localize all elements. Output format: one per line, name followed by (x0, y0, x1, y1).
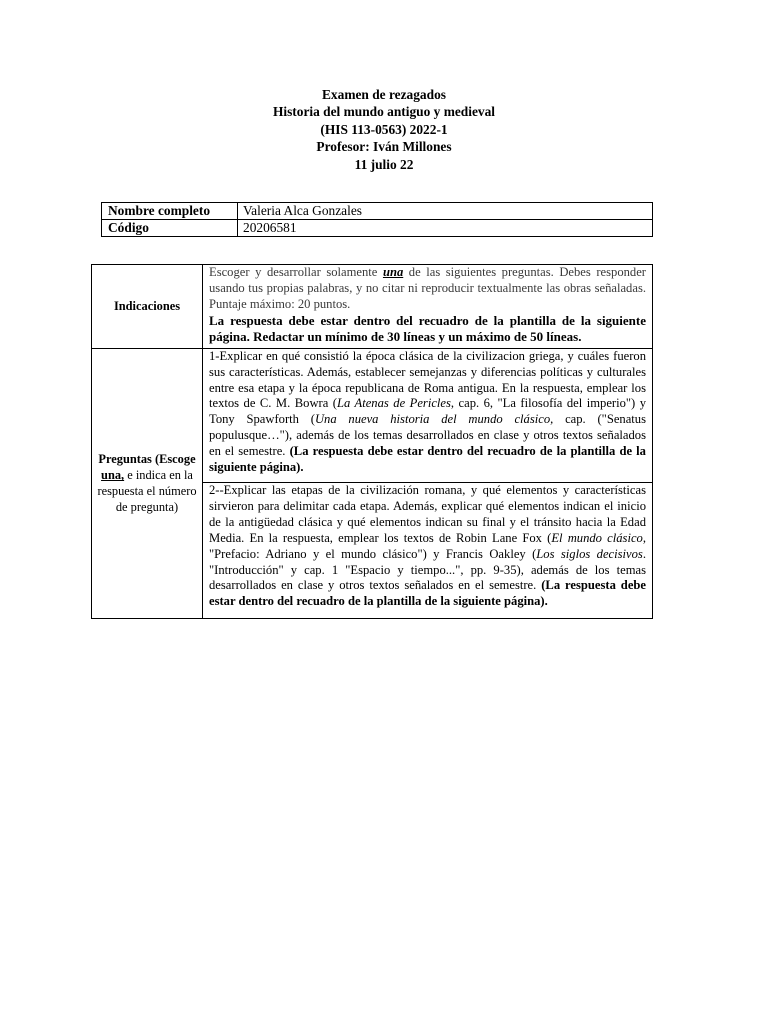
table-row (102, 203, 653, 220)
name-value: Valeria Alca Gonzales (238, 203, 653, 220)
table-row (102, 220, 653, 237)
exam-title: Examen de rezagados (322, 87, 446, 102)
table-row (92, 265, 653, 349)
course-name: Historia del mundo antiguo y medieval (272, 104, 496, 120)
indicaciones-bold: La respuesta debe estar dentro del recuadro de la plantilla de la siguiente página. Redactar un mínimo de 30 líneas y un máximo de 50 líneas. (209, 312, 646, 345)
student-info-table (101, 202, 653, 237)
question-2: 2--Explicar las etapas de la civilización romana, y qué elementos y características sirvieron para delimitar cada etapa. Además, explicar qué elementos indican el inicio de la antigüedad clásica y qué elementos indican su final y el tránsito hacia la Edad Media. En la respuesta, emplear los textos de Robin Lane Fox (El mundo clásico, "Prefacio: Adriano y el mundo clásico") y Francis Oakley (Los siglos decisivos. "Introducción" y cap. 1 "Espacio y tiempo...", pp. 9-35), además de los temas desarrollados en clase y otros textos señalados en el semestre. (La respuesta debe estar dentro del recuadro de la plantilla de la siguiente página). (203, 482, 653, 618)
course-code: (HIS 113-0563) 2022-1 (320, 121, 448, 137)
indicaciones-label: Indicaciones (92, 265, 203, 349)
una-emphasis: una (382, 265, 404, 279)
exam-header (0, 86, 768, 173)
code-value: 20206581 (238, 220, 653, 237)
table-row (92, 348, 653, 482)
instructions-table (91, 264, 653, 619)
exam-date: 11 julio 22 (354, 156, 414, 172)
question-1: 1-Explicar en qué consistió la época clásica de la civilizacion griega, y cuáles fueron sus características. Además, establecer semejanzas y diferencias políticas y culturales entre esa etapa y la época republicana de Roma antigua. En la respuesta, emplear los textos de C. M. Bowra (La Atenas de Pericles, cap. 6, "La filosofía del imperio") y Tony Spawforth (Una nueva historia del mundo clásico, cap. ("Senatus populusque…"), además de los temas desarrollados en clase y otros textos señalados en el semestre. (La respuesta debe estar dentro del recuadro de la plantilla de la siguiente página). (203, 348, 653, 482)
name-label: Nombre completo (102, 203, 238, 220)
indicaciones-text: Escoger y desarrollar solamente una de las siguientes preguntas. Debes responder usando tus propias palabras, y no citar ni reproducir textualmente las obras señaladas. Puntaje máximo: 20 puntos. La respuesta debe estar dentro del recuadro de la plantilla de la siguiente página. Redactar un mínimo de 30 líneas y un máximo de 50 líneas. (203, 265, 653, 349)
preguntas-label: Preguntas (Escoge una, e indica en la respuesta el número de pregunta) (92, 348, 203, 619)
code-label: Código (102, 220, 238, 237)
professor: Profesor: Iván Millones (316, 139, 452, 155)
